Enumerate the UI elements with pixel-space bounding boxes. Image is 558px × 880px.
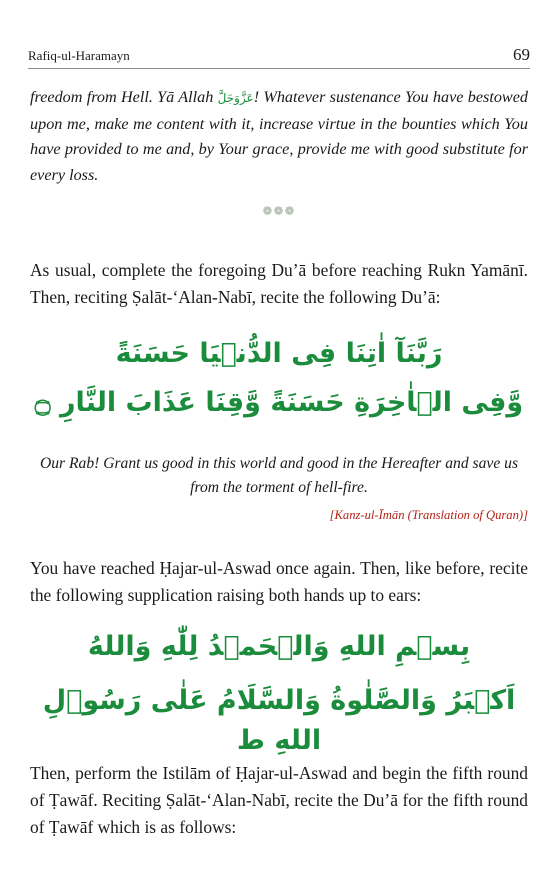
instruction-paragraph-1: As usual, complete the foregoing Du’ā before reaching Rukn Yamānī. Then, reciting Ṣalāt-‘Alan-Nabī, recite the following Du’ā: [30,260,528,307]
dua1-line2: وَّفِی الۡاٰخِرَةِ حَسَنَةً وَّقِنَا عَذَابَ النَّارِ ۝ [34,387,524,418]
translation-reference: [Kanz-ul-Īmān (Translation of Quran)] [329,508,528,522]
page-header [28,44,530,69]
dua1-line1: رَبَّنَآ اٰتِنَا فِی الدُّنۡیَا حَسَنَةً [115,338,443,369]
intro-text-before: freedom from Hell. Yā Allah [30,88,218,106]
section-divider: ❁❁❁ [262,204,296,218]
dua-translation: Our Rab! Grant us good in this world and good in the Hereafter and save us from the torment of hell-fire. [39,455,519,496]
dua2-line1: بِسۡمِ اللهِ وَالۡحَمۡدُ لِلّٰهِ وَاللهُ [87,631,471,662]
dua2-line2: اَکۡبَرُ وَالصَّلٰوةُ وَالسَّلَامُ عَلٰی رَسُوۡلِ اللهِ ط [42,685,516,756]
intro-paragraph [30,85,528,188]
page-number: 69 [513,45,530,64]
instruction-paragraph-3: Then, perform the Istilām of Ḥajar-ul-Aswad and begin the fifth round of Ṭawāf. Reciting Ṣalāt-‘Alan-Nabī, recite the Du’ā for the fifth round of Ṭawāf which is as follows: [30,763,528,837]
book-title: Rafiq-ul-Haramayn [28,48,130,63]
intro-text-after: ! Whatever sustenance You have bestowed upon me, make me content with it, increase virtue in the bounties which You have provided to me and, by Your grace, provide me with good substitute for every loss. [30,88,528,184]
honorific-text: عَزَّوَجَلَّ [217,91,254,105]
instruction-paragraph-2: You have reached Ḥajar-ul-Aswad once again. Then, like before, recite the following supplication raising both hands up to ears: [30,558,528,605]
